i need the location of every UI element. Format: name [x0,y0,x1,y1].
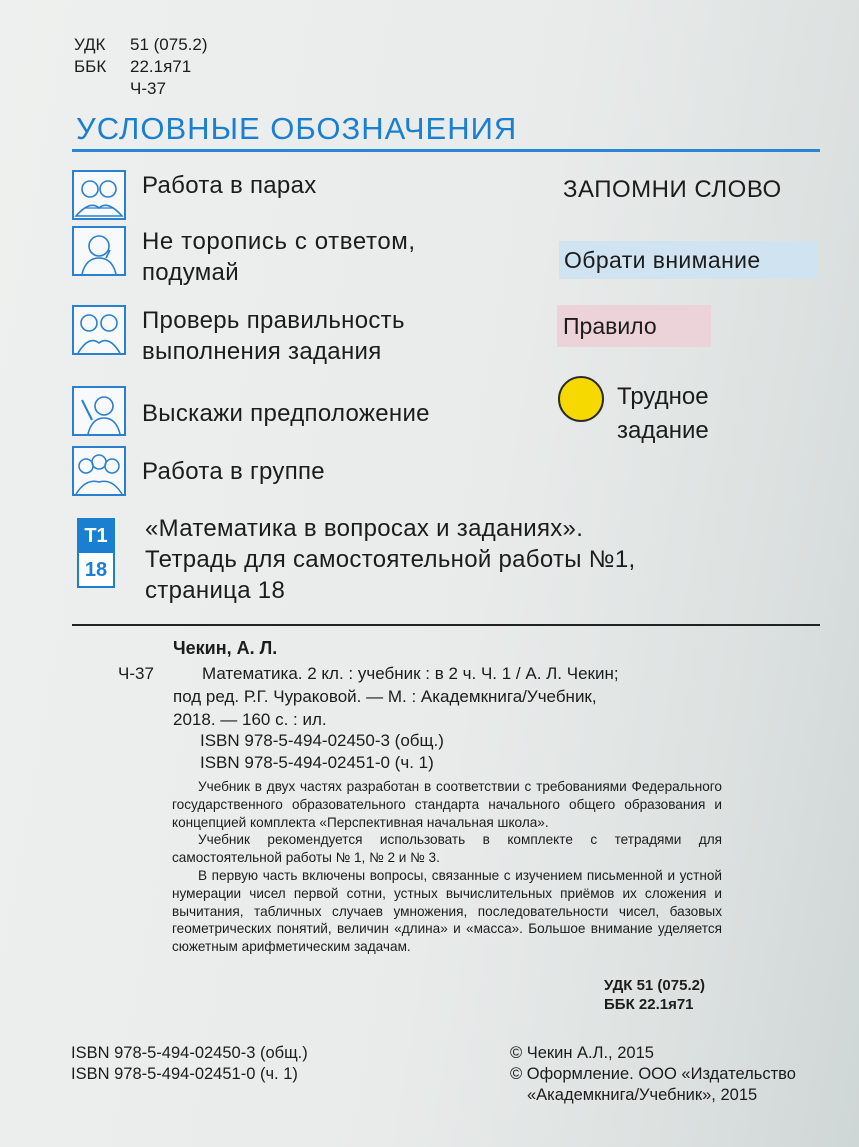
catalog-divider [72,624,820,626]
catalog-line-3: 2018. — 160 с. : ил. [173,710,327,729]
udk-value: 51 (075.2) [130,35,208,54]
hard-task-label: Трудное задание [617,383,709,444]
footer-copyright [510,1043,796,1106]
catalog-description [173,662,773,731]
title-divider [72,149,820,152]
legend-item-guess [72,386,430,436]
think-icon [72,226,126,276]
copyright-author: © Чекин А.Л., 2015 [510,1044,654,1062]
legend-item-group-work [72,446,325,496]
hard-task-dot-icon [558,376,604,422]
annotation-paragraph: Учебник в двух частях разработан в соответствии с требованиями Федерального государственного образовательного стандарта начального общего образования и концепцией комплекта «Перспективная начальная школа». [172,779,722,830]
copyright-publisher: «Академкнига/Учебник», 2015 [527,1086,758,1104]
catalog-author: Чекин, А. Л. [173,638,278,658]
catalog-isbn-2: ISBN 978-5-494-02451-0 (ч. 1) [200,753,434,772]
legend-text-check: Проверь правильность выполнения задания [142,307,405,365]
annotation-paragraph: Учебник рекомендуется использовать в комплекте с тетрадями для самостоятельной работы № 1, № 2 и № 3. [172,832,722,866]
udk-label: УДК [74,35,106,54]
section-title: УСЛОВНЫЕ ОБОЗНАЧЕНИЯ [76,111,518,146]
guess-icon [72,386,126,436]
footer-isbn-2: ISBN 978-5-494-02451-0 (ч. 1) [71,1065,298,1083]
workbook-badge-number: Т1 [79,520,113,553]
copyright-design: © Оформление. ООО «Издательство [510,1065,796,1083]
check-icon [72,305,126,355]
rule-label: Правило [557,305,711,347]
bbk-label: ББК [74,57,107,76]
catalog-code: Ч-37 [118,664,154,683]
footer-isbn [71,1043,308,1085]
legend-text-think: Не торопись с ответом, подумай [142,228,416,286]
annotation [172,778,722,956]
legend-item-pair-work [72,170,317,220]
footer-isbn-1: ISBN 978-5-494-02450-3 (общ.) [71,1044,308,1062]
catalog-udk: УДК 51 (075.2) [604,977,705,994]
catalog-isbn [200,730,444,774]
remember-word-label: ЗАПОМНИ СЛОВО [563,176,782,203]
workbook-line-2: Тетрадь для самостоятельной работы №1, [145,546,636,573]
catalog-isbn-1: ISBN 978-5-494-02450-3 (общ.) [200,731,444,750]
catalog-line-2: под ред. Р.Г. Чураковой. — М. : Академкнига/Учебник, [173,687,597,706]
catalog-classification [604,976,705,1014]
catalog-bbk: ББК 22.1я71 [604,996,694,1013]
bbk-value: 22.1я71 [130,57,192,76]
book-code: Ч-37 [130,79,166,98]
legend-text-pair-work: Работа в парах [142,172,317,199]
workbook-line-1: «Математика в вопросах и заданиях». [145,515,584,542]
attention-label: Обрати внимание [559,241,817,279]
classification-header [74,34,208,100]
workbook-badge [77,518,115,588]
workbook-line-3: страница 18 [145,577,286,604]
legend-item-check [72,305,405,367]
catalog-line-1: Математика. 2 кл. : учебник : в 2 ч. Ч. 1 / А. Л. Чекин; [202,664,619,683]
annotation-paragraph: В первую часть включены вопросы, связанные с изучением письменной и устной нумерации чисел первой сотни, устных вычислительных приёмов их сложения и вычитания, табличных случаев умножения, последовательности чисел, базовых геометрических понятий, величин «длина» и «масса». Большое внимание уделяется сюжетным арифметическим задачам. [172,867,722,955]
group-work-icon [72,446,126,496]
workbook-badge-page: 18 [84,559,108,581]
legend-text-group-work: Работа в группе [142,458,325,485]
workbook-reference [145,513,635,606]
pair-work-icon [72,170,126,220]
legend-item-think [72,226,416,288]
legend-text-guess: Выскажи предположение [142,400,430,427]
